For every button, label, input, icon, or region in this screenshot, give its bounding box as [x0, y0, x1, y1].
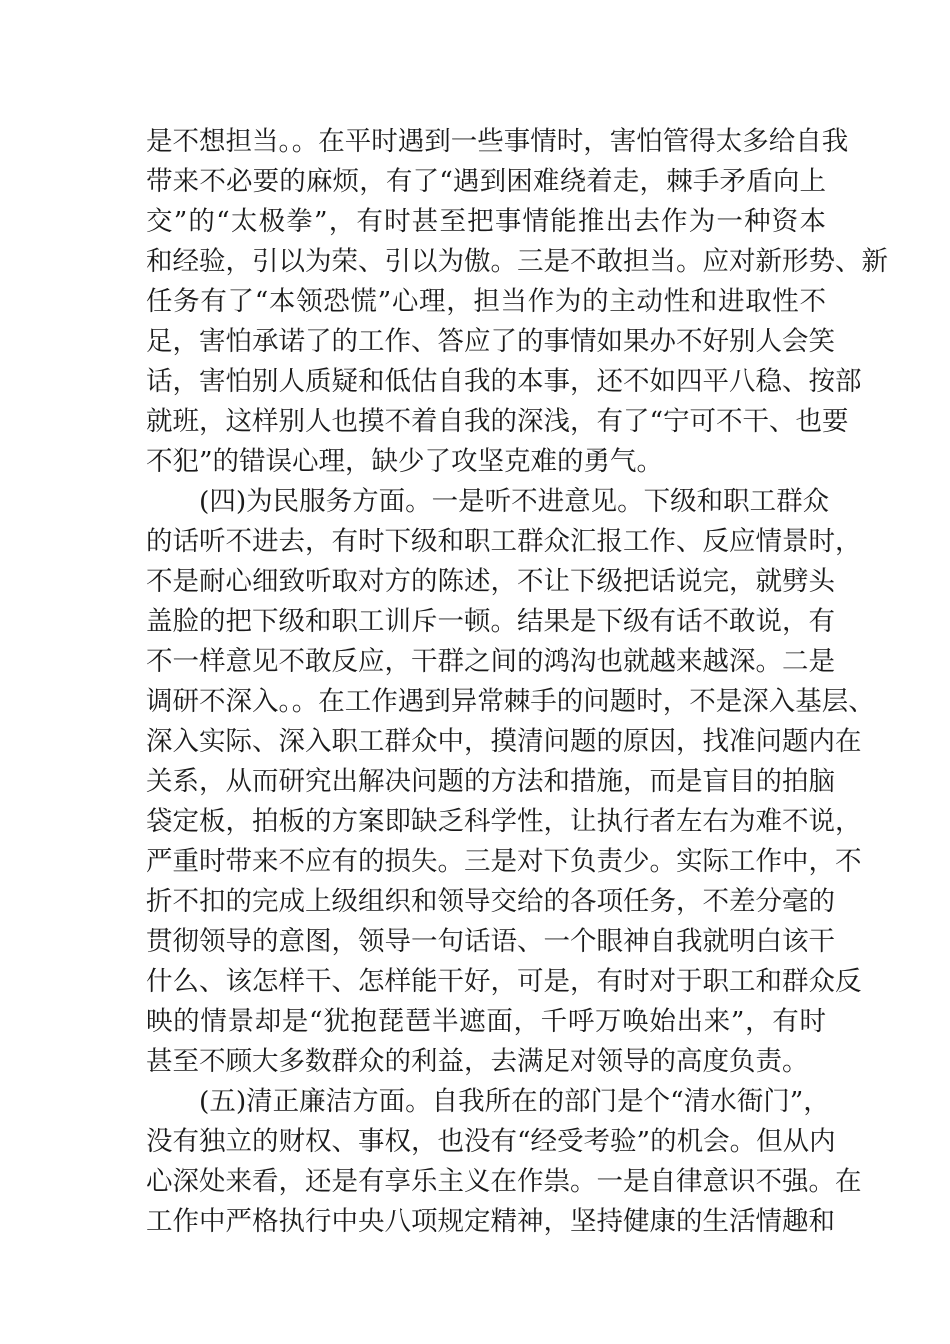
- text-line: 严重时带来不应有的损失。三是对下负责少。实际工作中，不: [146, 846, 862, 877]
- text-line: 什么、该怎样干、怎样能干好，可是，有时对于职工和群众反: [146, 966, 862, 997]
- text-line: 话，害怕别人质疑和低估自我的本事，还不如四平八稳、按部: [146, 366, 862, 397]
- body-text: [146, 122, 888, 1242]
- text-line: 任务有了“本领恐慌”心理，担当作为的主动性和进取性不: [146, 286, 826, 317]
- text-line: 足，害怕承诺了的工作、答应了的事情如果办不好别人会笑: [146, 326, 835, 357]
- section-heading-line: (五)清正廉洁方面。自我所在的部门是个“清水衙门”，: [199, 1086, 830, 1117]
- text-line: 映的情景却是“犹抱琵琶半遮面，千呼万唤始出来”，有时: [146, 1006, 826, 1037]
- text-line: 甚至不顾大多数群众的利益，去满足对领导的高度负责。: [146, 1046, 809, 1077]
- text-line: 袋定板，拍板的方案即缺乏科学性，让执行者左右为难不说，: [146, 806, 862, 837]
- text-line: 交”的“太极拳”，有时甚至把事情能推出去作为一种资本: [146, 206, 826, 237]
- text-line: 和经验，引以为荣、引以为傲。三是不敢担当。应对新形势、新: [146, 246, 888, 277]
- text-line: 心深处来看，还是有享乐主义在作祟。一是自律意识不强。在: [146, 1166, 862, 1197]
- text-line: 盖脸的把下级和职工训斥一顿。结果是下级有话不敢说，有: [146, 606, 835, 637]
- text-line: 深入实际、深入职工群众中，摸清问题的原因，找准问题内在: [146, 726, 862, 757]
- text-line: 没有独立的财权、事权，也没有“经受考验”的机会。但从内: [146, 1126, 836, 1157]
- text-line: 折不扣的完成上级组织和领导交给的各项任务，不差分毫的: [146, 886, 835, 917]
- text-line: 贯彻领导的意图，领导一句话语、一个眼神自我就明白该干: [146, 926, 835, 957]
- text-line: 带来不必要的麻烦，有了“遇到困难绕着走，棘手矛盾向上: [146, 166, 826, 197]
- text-line: 就班，这样别人也摸不着自我的深浅，有了“宁可不干、也要: [146, 406, 849, 437]
- text-line: 关系，从而研究出解决问题的方法和措施，而是盲目的拍脑: [146, 766, 835, 797]
- text-line: 调研不深入。。在工作遇到异常棘手的问题时，不是深入基层、: [146, 686, 875, 717]
- text-line: 的话听不进去，有时下级和职工群众汇报工作、反应情景时，: [146, 526, 862, 557]
- text-line: 不犯”的错误心理，缺少了攻坚克难的勇气。: [146, 446, 664, 477]
- text-line: 不一样意见不敢反应，干群之间的鸿沟也就越来越深。二是: [146, 646, 835, 677]
- text-line: 工作中严格执行中央八项规定精神，坚持健康的生活情趣和: [146, 1206, 835, 1237]
- section-heading-line: (四)为民服务方面。一是听不进意见。下级和职工群众: [199, 486, 830, 517]
- text-line: 是不想担当。。在平时遇到一些事情时，害怕管得太多给自我: [146, 126, 849, 157]
- text-line: 不是耐心细致听取对方的陈述，不让下级把话说完，就劈头: [146, 566, 835, 597]
